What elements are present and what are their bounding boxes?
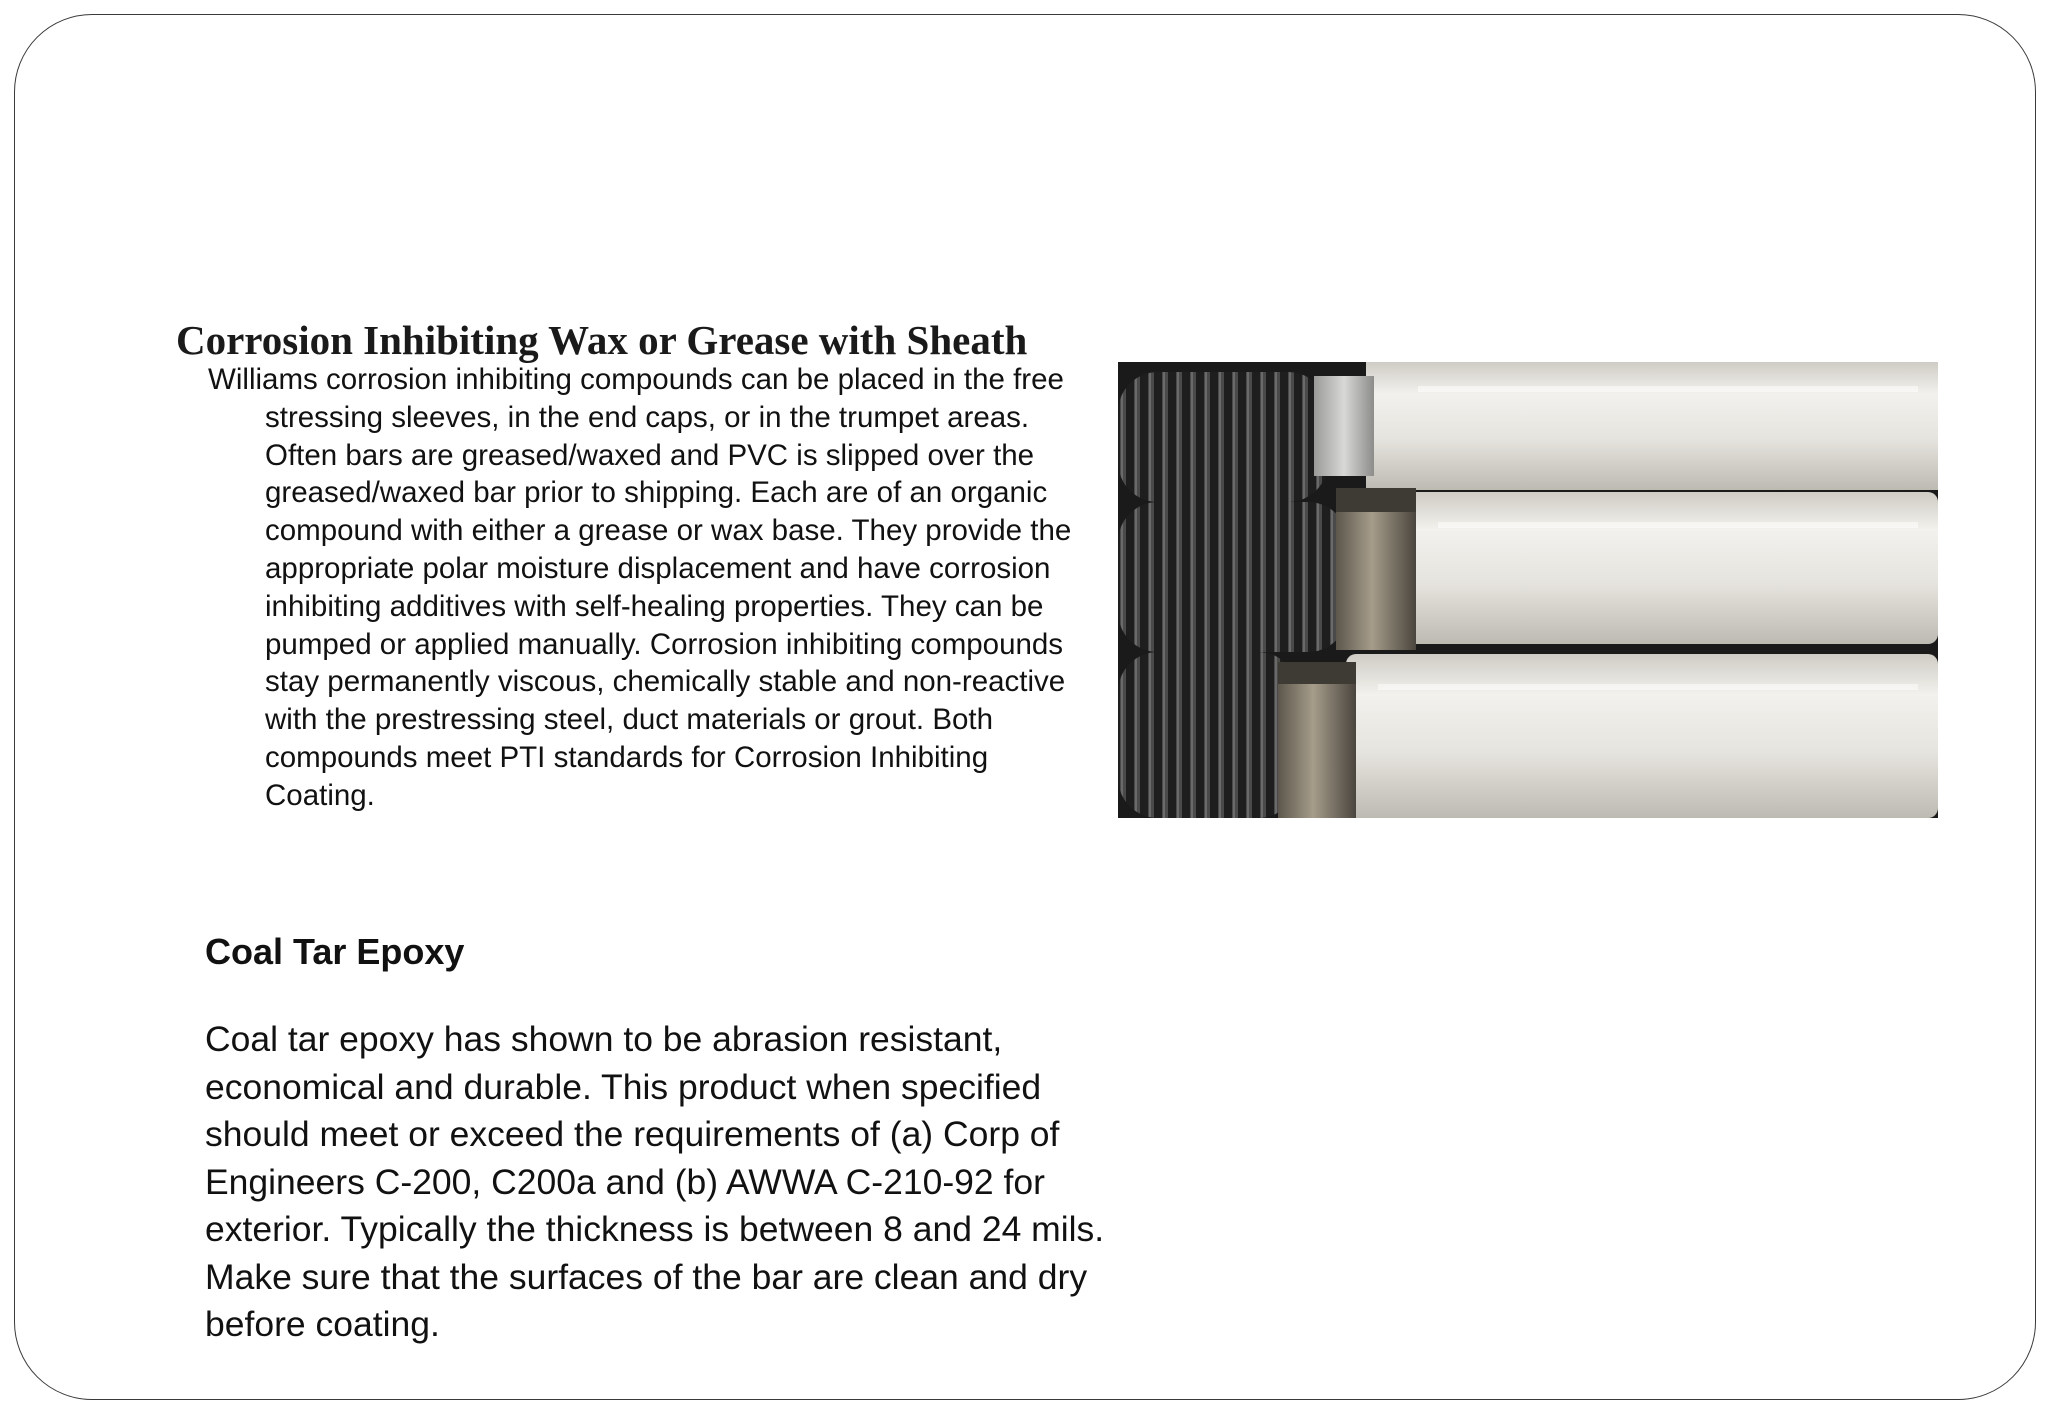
body-text: Williams corrosion inhibiting compounds can be placed in the free stressing sleeves, in the end caps, or in the trumpet areas. Often bars are greased/waxed and PVC is slipped over the greased/waxed bar prior to shipping. Each are of an organic compound with either a grease or wax base. They provide the appropriate polar moisture displacement and have corrosion inhibiting additives with self-healing properties. They can be pumped or applied manually. Corrosion inhibiting compounds stay permanently viscous, chemically stable and non-reactive with the prestressing steel, duct materials or grout. Both compounds meet PTI standards for Corrosion Inhibiting Coating. — [208, 363, 1072, 812]
sheathed-bars-photo — [1118, 362, 1938, 818]
section-heading: Coal Tar Epoxy — [205, 931, 465, 972]
section-paragraph: Coal tar epoxy has shown to be abrasion resistant, economical and durable. This product when specified should meet or exceed the requirements of (a) Corp of Engineers C-200, C200a and (b) AWWA C-210-92 for exterior. Typically the thickness is between 8 and 24 mils. Make sure that the surfaces of the bar are clean and dry before coating. — [205, 1019, 1105, 1344]
slide-title: Corrosion Inhibiting Wax or Grease with Sheath — [176, 317, 1028, 363]
